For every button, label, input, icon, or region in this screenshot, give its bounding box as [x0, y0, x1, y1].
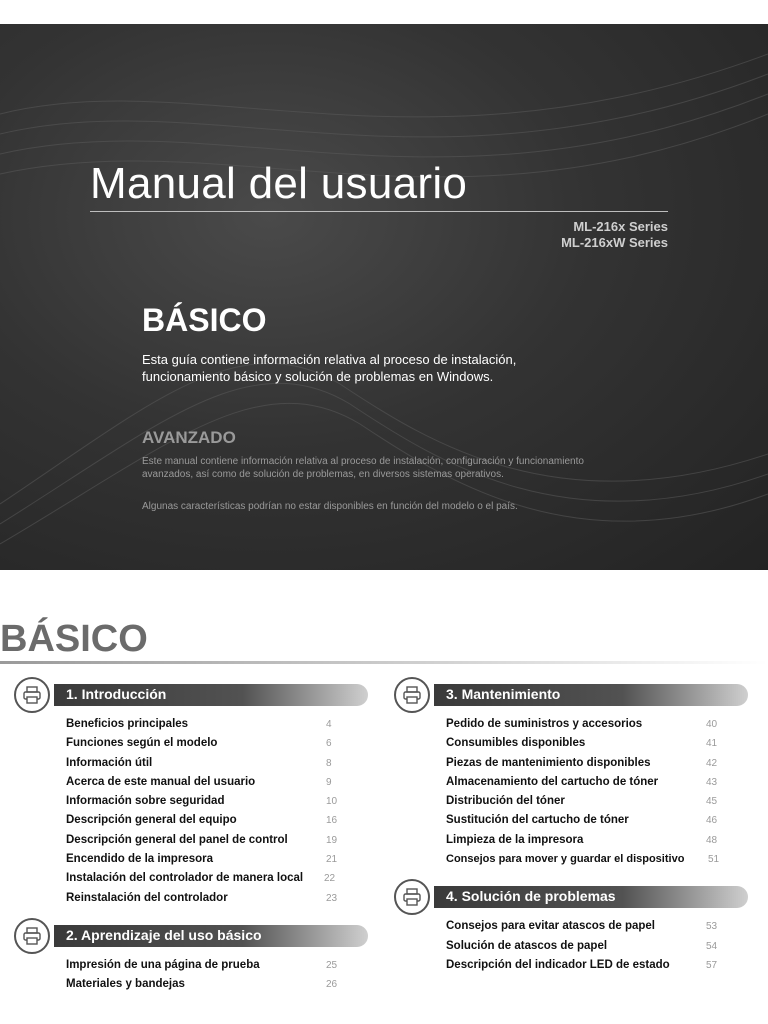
- avanzado-note: Algunas características podrían no estar disponibles en función del modelo o el país.: [142, 501, 518, 512]
- page-number: 43: [706, 776, 718, 788]
- toc-column-right: [394, 684, 754, 992]
- section-label: 3. Mantenimiento: [446, 686, 561, 702]
- manual-title: Manual del usuario: [90, 159, 468, 208]
- series-line-1: ML-216x Series: [573, 219, 668, 234]
- page-number: 9: [326, 776, 332, 788]
- title-rule: [90, 211, 668, 212]
- page-number: 40: [706, 719, 718, 730]
- page-number: 10: [326, 796, 338, 808]
- toc-section-introduccion: [14, 684, 374, 911]
- page-number: 51: [708, 854, 720, 866]
- toc-item[interactable]: Beneficios principales 4: [66, 718, 332, 730]
- toc-item[interactable]: Descripción general del panel de control 19: [66, 833, 338, 846]
- toc-item[interactable]: Consumibles disponibles 41: [446, 737, 718, 750]
- page-number: 41: [706, 738, 718, 750]
- toc-item[interactable]: Descripción general del equipo 16: [66, 814, 338, 827]
- page-number: 6: [326, 738, 332, 750]
- toc-item[interactable]: Acerca de este manual del usuario 9: [66, 775, 332, 788]
- basico-heading: BÁSICO: [142, 302, 267, 338]
- toc-item[interactable]: Consejos para mover y guardar el dispositivo 51: [446, 853, 720, 866]
- page-number: 48: [706, 834, 718, 846]
- page-number: 22: [324, 873, 336, 885]
- series-line-2: ML-216xW Series: [561, 235, 668, 250]
- toc-item[interactable]: Descripción del indicador LED de estado 57: [446, 958, 718, 971]
- toc-item[interactable]: Funciones según el modelo 6: [66, 737, 332, 750]
- page-number: 23: [326, 892, 338, 904]
- toc-item[interactable]: Instalación del controlador de manera local 22: [66, 872, 336, 885]
- page-number: 19: [326, 834, 338, 846]
- page-number: 8: [326, 757, 332, 769]
- page-number: 57: [706, 959, 718, 971]
- toc-item[interactable]: Información sobre seguridad 10: [66, 795, 338, 808]
- page-number: 54: [706, 940, 718, 952]
- toc-item[interactable]: Reinstalación del controlador 23: [66, 891, 338, 904]
- toc-item[interactable]: Información útil 8: [66, 756, 332, 769]
- page-number: 53: [706, 921, 718, 933]
- toc-item[interactable]: Sustitución del cartucho de tóner 46: [446, 814, 718, 827]
- toc-item[interactable]: Solución de atascos de papel 54: [446, 939, 718, 952]
- toc-list-introduccion: [66, 718, 374, 911]
- toc-column-left: [14, 684, 374, 1012]
- printer-icon: [14, 918, 50, 954]
- toc-underline: [0, 661, 768, 664]
- section-header-introduccion[interactable]: [54, 684, 368, 706]
- section-label: 1. Introducción: [66, 686, 167, 702]
- toc-list-aprendizaje: [66, 959, 374, 998]
- section-label: 4. Solución de problemas: [446, 888, 616, 905]
- page-number: 26: [326, 979, 338, 991]
- section-header-solucion[interactable]: [434, 886, 748, 908]
- printer-icon: [14, 677, 50, 713]
- model-series: [561, 219, 668, 251]
- page-number: 4: [326, 719, 332, 730]
- avanzado-heading: AVANZADO: [142, 428, 236, 447]
- toc-list-solucion: [446, 920, 754, 978]
- toc-item[interactable]: Materiales y bandejas 26: [66, 978, 338, 991]
- section-label: 2. Aprendizaje del uso básico: [66, 926, 262, 943]
- basico-description: Esta guía contiene información relativa al proceso de instalación, funcionamiento básico y solución de problemas en Windows.: [142, 352, 517, 384]
- section-header-aprendizaje[interactable]: [54, 925, 368, 947]
- section-header-mantenimiento[interactable]: [434, 684, 748, 706]
- toc-item[interactable]: Pedido de suministros y accesorios 40: [446, 718, 718, 730]
- page-number: 45: [706, 796, 718, 808]
- toc-section-aprendizaje: [14, 925, 374, 998]
- toc-list-mantenimiento: [446, 718, 754, 872]
- toc-item[interactable]: Piezas de mantenimiento disponibles 42: [446, 756, 718, 769]
- decorative-waves: [0, 24, 768, 570]
- toc-item[interactable]: Encendido de la impresora 21: [66, 853, 338, 866]
- avanzado-description: Este manual contiene información relativa al proceso de instalación, configuración y funcionamiento avanzados, así como de solución de problemas, en diversos sistemas operativos.: [142, 456, 584, 480]
- page-number: 46: [706, 815, 718, 827]
- toc-item[interactable]: Distribución del tóner 45: [446, 795, 718, 808]
- toc-item[interactable]: Consejos para evitar atascos de papel 53: [446, 920, 718, 933]
- printer-icon: [394, 879, 430, 915]
- page-number: 16: [326, 815, 338, 827]
- page-number: 25: [326, 959, 338, 971]
- printer-icon: [394, 677, 430, 713]
- toc-section-solucion: [394, 886, 754, 978]
- page-number: 42: [706, 757, 718, 769]
- toc-item[interactable]: Limpieza de la impresora 48: [446, 833, 718, 846]
- toc-item[interactable]: Almacenamiento del cartucho de tóner 43: [446, 775, 718, 788]
- page-number: 21: [326, 854, 338, 866]
- toc-section-mantenimiento: [394, 684, 754, 872]
- cover-banner: [0, 24, 768, 570]
- toc-item[interactable]: Impresión de una página de prueba 25: [66, 958, 338, 971]
- toc-title: BÁSICO: [0, 618, 148, 660]
